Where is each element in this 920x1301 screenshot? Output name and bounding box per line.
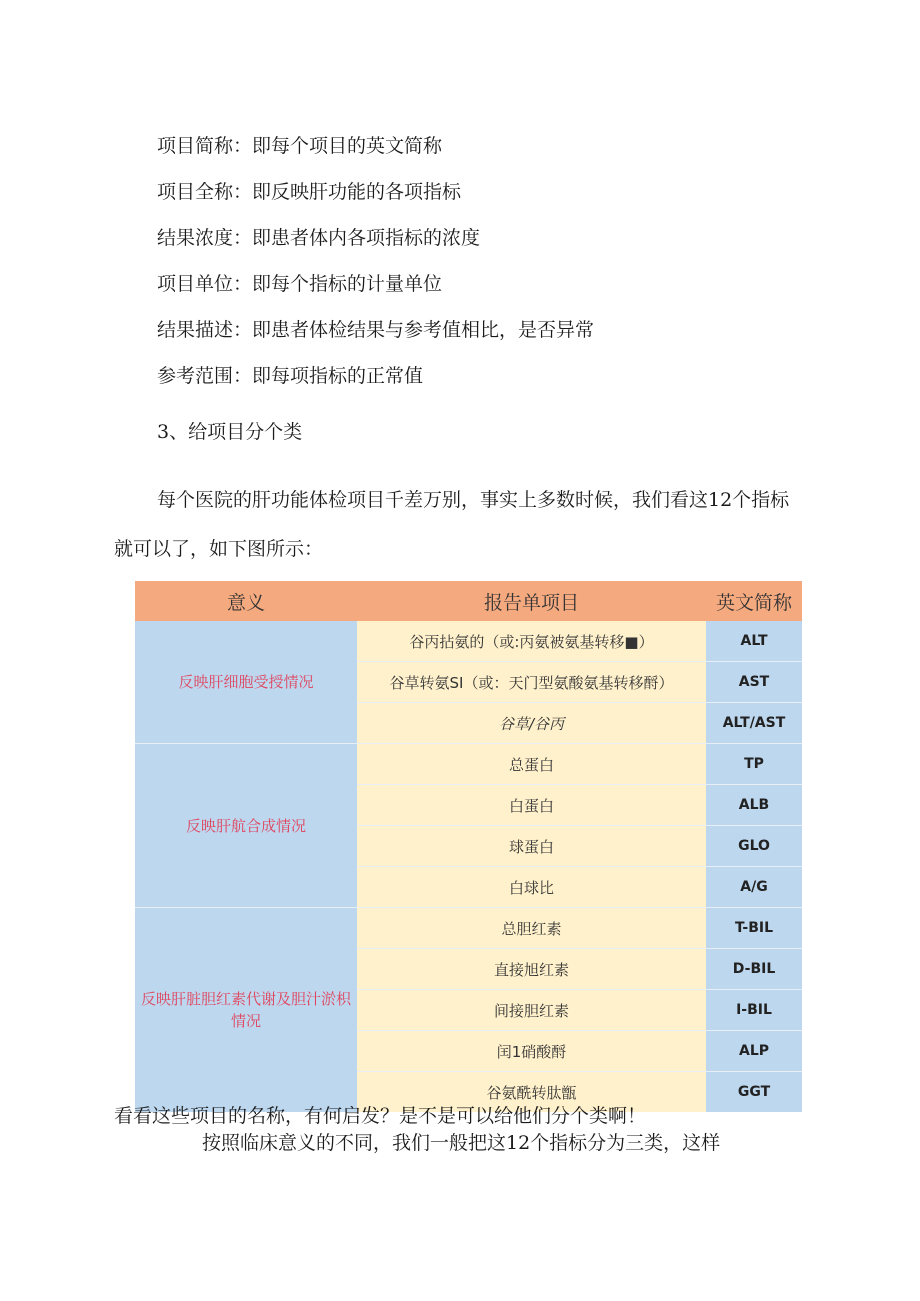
definition-desc: 即反映肝功能的各项指标 [252, 181, 462, 203]
header-abbreviation: 英文简称 [706, 581, 802, 621]
abbr-cell: TP [706, 744, 802, 785]
item-cell: 闰1硝酸酹 [357, 1031, 706, 1072]
category-bilirubin-label: 反映肝脏胆红素代谢及胆汁淤枳情况 [141, 990, 352, 1030]
section-heading: 3、给项目分个类 [157, 421, 303, 443]
definition-line [157, 364, 423, 388]
definition-term: 项目全称 [157, 181, 234, 203]
definition-term: 项目单位 [157, 273, 234, 295]
definition-sep: ： [233, 365, 253, 387]
item-cell: 白球比 [357, 867, 706, 908]
item-cell: 间接胆红素 [357, 990, 706, 1031]
category-synthesis: 反映肝航合成情况 [135, 744, 357, 908]
definition-line [157, 180, 461, 204]
definition-desc: 即每个项目的英文简称 [252, 135, 443, 157]
definition-line [157, 272, 442, 296]
item-cell: 谷草转氨SI（或：天门型氨酸氨基转移酹） [357, 662, 706, 703]
definition-sep: ： [233, 227, 253, 249]
after-table-text: 看看这些项目的名称，有何启发？是不是可以给他们分个类啊！ [114, 1105, 647, 1127]
definition-desc: 即患者体检结果与参考值相比，是否异常 [252, 319, 595, 341]
table-row [135, 908, 802, 949]
table-row [135, 621, 802, 662]
abbr-cell: ALP [706, 1031, 802, 1072]
abbr-cell: AST [706, 662, 802, 703]
category-bilirubin [135, 908, 357, 1113]
category-hepatocyte: 反映肝细胞受授情况 [135, 621, 357, 744]
abbr-cell: A/G [706, 867, 802, 908]
item-cell: 直接旭红素 [357, 949, 706, 990]
definition-sep: ： [233, 319, 253, 341]
definition-line [157, 226, 480, 250]
abbr-cell: T-BIL [706, 908, 802, 949]
definition-sep: ： [233, 135, 253, 157]
liver-function-table [135, 581, 802, 1112]
closing-line: 按照临床意义的不同，我们一般把这12个指标分为三类，这样 [202, 1132, 721, 1154]
abbr-cell: GGT [706, 1072, 802, 1113]
item-cell: 总胆红素 [357, 908, 706, 949]
intro-line-2: 就可以了，如下图所示： [114, 538, 324, 560]
abbr-cell: GLO [706, 826, 802, 867]
definition-line [157, 134, 442, 158]
intro-line-1: 每个医院的肝功能体检项目千差万别，事实上多数时候，我们看这12个指标 [157, 489, 790, 511]
definition-sep: ： [233, 273, 253, 295]
abbr-cell: ALT/AST [706, 703, 802, 744]
definition-desc: 即患者体内各项指标的浓度 [252, 227, 481, 249]
item-cell: 总蛋白 [357, 744, 706, 785]
definition-desc: 即每个指标的计量单位 [252, 273, 443, 295]
item-cell: 白蛋白 [357, 785, 706, 826]
definition-term: 结果浓度 [157, 227, 234, 249]
abbr-cell: ALB [706, 785, 802, 826]
header-meaning: 意义 [135, 581, 357, 621]
header-report-item: 报告单项目 [357, 581, 706, 621]
definition-term: 项目简称 [157, 135, 234, 157]
definition-sep: ： [233, 181, 253, 203]
item-cell: 谷氨酰转肽甑 [357, 1072, 706, 1113]
item-cell: 球蛋白 [357, 826, 706, 867]
item-cell: 谷草/谷丙 [357, 703, 706, 744]
item-cell: 谷丙拈氨的（或:丙氨被氨基转移■） [357, 621, 706, 662]
abbr-cell: I-BIL [706, 990, 802, 1031]
definition-desc: 即每项指标的正常值 [252, 365, 424, 387]
abbr-cell: D-BIL [706, 949, 802, 990]
table-header-row [135, 581, 802, 621]
definition-line [157, 318, 594, 342]
table-row [135, 744, 802, 785]
abbr-cell: ALT [706, 621, 802, 662]
definition-term: 结果描述 [157, 319, 234, 341]
definition-term: 参考范围 [157, 365, 234, 387]
